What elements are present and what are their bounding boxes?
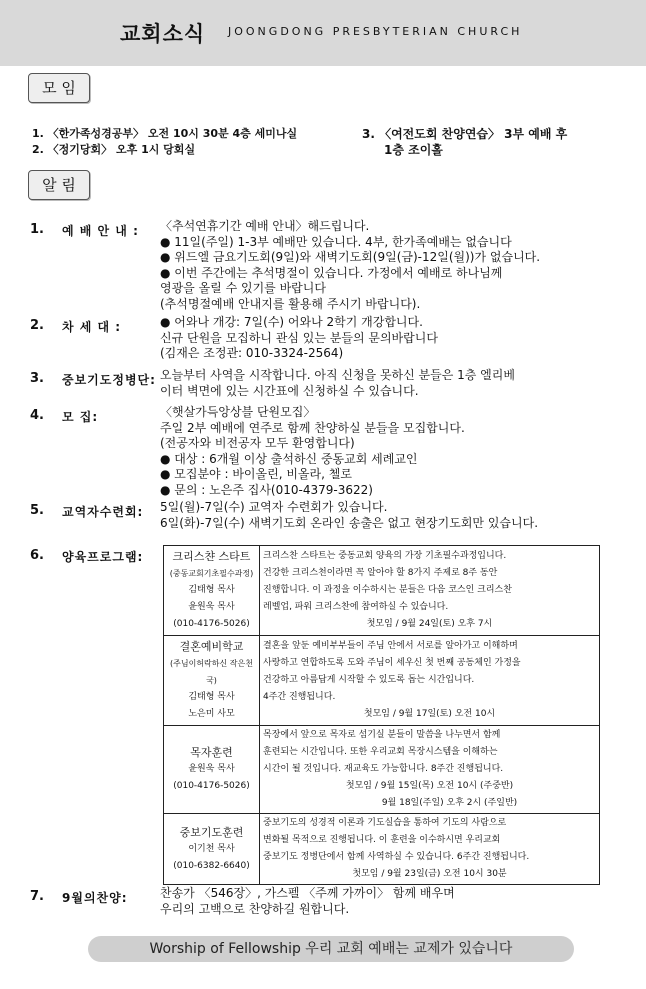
section-body (160, 368, 515, 399)
program-staff: 윤원욱 목사 (188, 764, 235, 774)
text-line: ● 11일(주일) 1-3부 예배만 있습니다. 4부, 한가족예배는 없습니다 (160, 234, 512, 249)
program-phone: (010-6382-6640) (173, 860, 250, 871)
table-row (164, 814, 600, 885)
program-info (164, 726, 260, 814)
text-line: ● 이번 주간에는 추석명절이 있습니다. 가정에서 예배로 하나님께 (160, 265, 503, 280)
section-number: 6. (30, 548, 44, 563)
desc-line: 레벨업, 파워 크리스찬에 참여하실 수 있습니다. (263, 602, 449, 612)
program-name: 목자훈련 (190, 746, 233, 759)
desc-line: 크리스찬 스타트는 중동교회 양육의 가장 기초필수과정입니다. (263, 551, 507, 561)
table-row (164, 636, 600, 726)
program-schedule: 첫모임 / 9월 23일(금) 오전 10시 30분 (352, 869, 507, 879)
section-number: 4. (30, 408, 44, 423)
table-row (164, 726, 600, 814)
section-label: 중보기도정병단: (62, 373, 156, 387)
section-number: 2. (30, 318, 44, 333)
text-line: 찬송가 〈546장〉, 가스펠 〈주께 가까이〉 함께 배우며 (160, 886, 455, 900)
gathering-tab: 모 임 (28, 73, 90, 103)
desc-line: 시간이 될 것입니다. 재교육도 가능합니다. 8주간 진행됩니다. (263, 764, 504, 774)
text-line: 5일(월)-7일(수) 교역자 수련회가 있습니다. (160, 500, 388, 514)
program-info (164, 636, 260, 726)
program-staff: 김태형 목사 (188, 585, 235, 595)
program-phone: (010-4176-5026) (173, 781, 250, 791)
program-subtitle: (중동교회기초필수과정) (169, 569, 254, 578)
desc-line: 변화될 목적으로 진행됩니다. 이 훈련을 이수하시면 우리교회 (263, 835, 501, 845)
program-schedule: 첫모임 / 9월 24일(토) 오후 7시 (366, 619, 493, 629)
header-banner (0, 0, 646, 66)
text-line: ● 모집분야 : 바이올린, 비올라, 첼로 (160, 467, 352, 481)
text-line: ● 대상 : 6개월 이상 출석하신 중동교회 세례교인 (160, 451, 418, 466)
desc-line: 건강하고 아름답게 시작할 수 있도록 돕는 시간입니다. (263, 675, 475, 685)
section-body (160, 405, 465, 498)
text-line: ● 위드엘 금요기도회(9일)와 새벽기도회(9일(금)-12일(월))가 없습니다. (160, 250, 541, 264)
section-number: 5. (30, 503, 44, 518)
gathering-item: 2. 〈정기당회〉 오후 1시 당회실 (32, 143, 196, 156)
text-line: (김재은 조정관: 010-3324-2564) (160, 346, 344, 360)
text-line: (추석명절예배 안내지를 활용해 주시기 바랍니다). (160, 296, 421, 311)
program-description (260, 726, 600, 814)
desc-line: 결혼을 앞둔 예비부부들이 주님 안에서 서로를 알아가고 이해하며 (263, 641, 518, 651)
section-number: 3. (30, 371, 44, 386)
program-info (164, 814, 260, 885)
desc-line: 사랑하고 연합하도록 도와 주님이 세우신 첫 번째 공동체인 가정을 (263, 658, 521, 668)
section-label: 양육프로그램: (62, 550, 144, 564)
gathering-item: 1층 조이홀 (384, 143, 443, 157)
section-body (160, 886, 455, 917)
section-label: 교역자수련회: (62, 505, 144, 519)
program-description (260, 814, 600, 885)
program-name: 중보기도훈련 (179, 825, 244, 839)
program-subtitle: (주님이허락하신 작은천국) (170, 659, 253, 685)
program-table (163, 545, 600, 885)
text-line: 영광을 올릴 수 있기를 바랍니다 (160, 281, 326, 295)
section-body (160, 315, 438, 362)
section-body (160, 219, 540, 312)
program-staff: 이기천 목사 (188, 843, 235, 854)
text-line: 주일 2부 예배에 연주로 함께 찬양하실 분들을 모집합니다. (160, 420, 465, 435)
desc-line: 목장에서 앞으로 목자로 섬기실 분들이 말씀을 나누면서 함께 (263, 730, 501, 740)
text-line: (전공자와 비전공자 모두 환영합니다) (160, 436, 355, 450)
text-line: 우리의 고백으로 찬양하길 원합니다. (160, 901, 350, 916)
program-name: 크리스챤 스타트 (172, 550, 251, 563)
desc-line: 중보기도 정병단에서 함께 사역하실 수 있습니다. 6주간 진행됩니다. (263, 852, 530, 862)
footer-banner: Worship of Fellowship 우리 교회 예배는 교제가 있습니다 (88, 936, 574, 962)
program-schedule: 9월 18일(주일) 오후 2시 (주일반) (381, 798, 518, 808)
program-staff: 김태형 목사 (188, 692, 235, 702)
section-number: 1. (30, 222, 44, 237)
text-line: 오늘부터 사역을 시작합니다. 아직 신청을 못하신 분들은 1층 엘리베 (160, 368, 515, 382)
text-line: ● 문의 : 노은주 집사(010-4379-3622) (160, 482, 373, 497)
section-body (160, 500, 538, 531)
program-staff: 윤원욱 목사 (188, 602, 235, 612)
desc-line: 진행합니다. 이 과정을 이수하시는 분들은 다음 코스인 크리스찬 (263, 585, 512, 595)
program-description (260, 546, 600, 636)
announce-tab: 알 림 (28, 170, 90, 200)
desc-line: 중보기도의 성경적 이론과 기도실습을 통하여 기도의 사람으로 (263, 818, 507, 828)
desc-line: 건강한 크리스천이라면 꼭 알아야 할 8가지 주제로 8주 동안 (263, 568, 498, 578)
text-line: 신규 단원을 모집하니 관심 있는 분들의 문의바랍니다 (160, 330, 438, 345)
desc-line: 4주간 진행됩니다. (263, 692, 336, 702)
program-schedule: 첫모임 / 9월 15일(목) 오전 10시 (주중반) (345, 781, 514, 791)
gathering-item: 3. 〈여전도회 찬양연습〉 3부 예배 후 (362, 127, 568, 141)
desc-line: 훈련되는 시간입니다. 또한 우리교회 목장시스템을 이해하는 (263, 747, 498, 757)
section-label: 차 세 대 : (62, 320, 122, 334)
table-row (164, 546, 600, 636)
gathering-item: 1. 〈한가족성경공부〉 오전 10시 30분 4층 세미나실 (32, 127, 298, 140)
section-label: 9월의찬양: (62, 891, 128, 905)
church-name: JOONGDONG PRESBYTERIAN CHURCH (228, 25, 523, 38)
program-description (260, 636, 600, 726)
text-line: 〈추석연휴기간 예배 안내〉해드립니다. (160, 219, 370, 233)
program-phone: (010-4176-5026) (173, 619, 250, 629)
program-staff: 노은미 사모 (188, 709, 235, 719)
section-number: 7. (30, 889, 44, 904)
text-line: ● 어와나 개강: 7일(수) 어와나 2학기 개강합니다. (160, 315, 423, 329)
text-line: 6일(화)-7일(수) 새벽기도회 온라인 송출은 없고 현장기도회만 있습니다. (160, 515, 539, 530)
text-line: 이터 벽면에 있는 시간표에 신청하실 수 있습니다. (160, 383, 419, 398)
program-schedule: 첫모임 / 9월 17일(토) 오전 10시 (363, 709, 496, 719)
section-label: 모 집: (62, 410, 99, 424)
program-info (164, 546, 260, 636)
section-label: 예 배 안 내 : (62, 224, 139, 238)
program-name: 결혼예비학교 (179, 640, 244, 653)
text-line: 〈햇살가득앙상블 단원모집〉 (160, 405, 316, 419)
page-title: 교회소식 (120, 22, 206, 46)
